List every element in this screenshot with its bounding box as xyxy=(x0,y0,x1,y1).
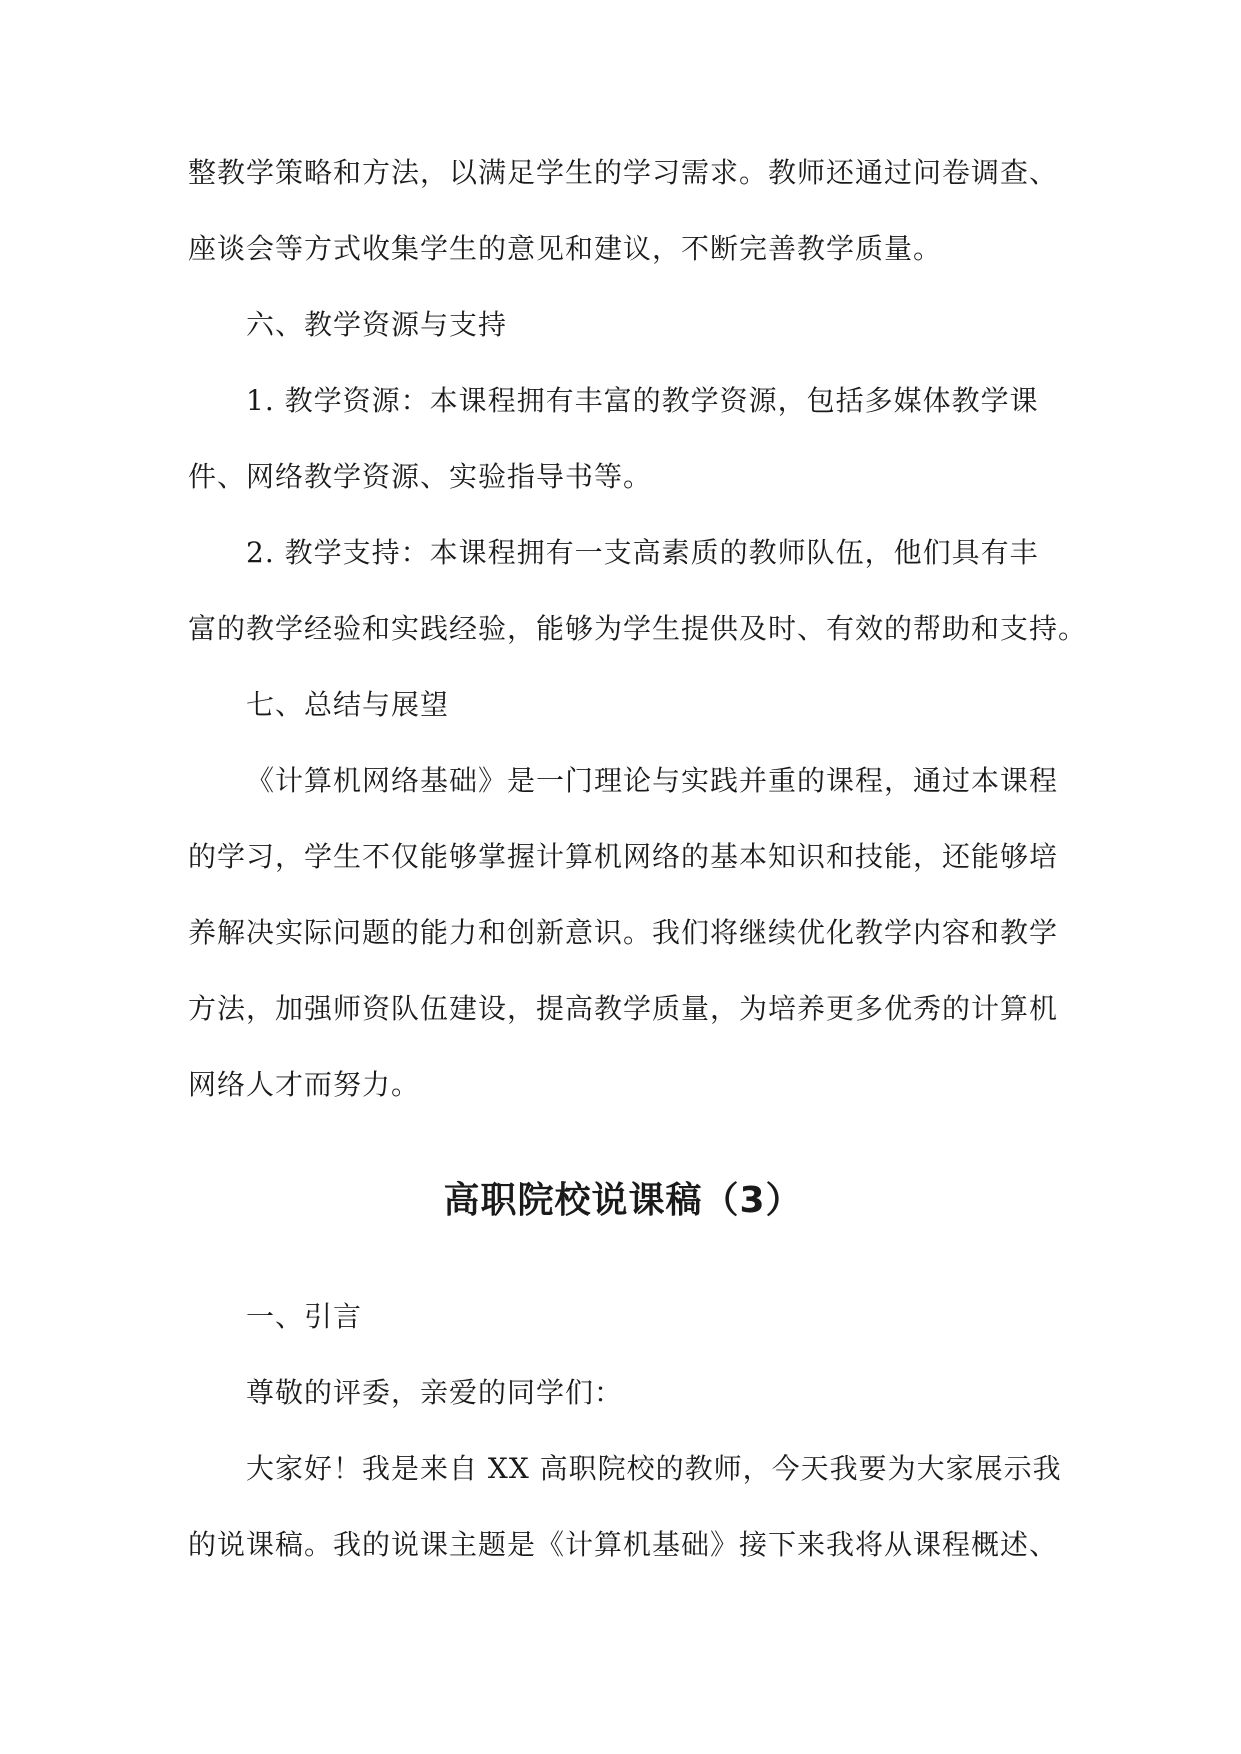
text-line: 网络人才而努力。 xyxy=(188,1068,421,1101)
text-line: 七、总结与展望 xyxy=(246,688,450,721)
text-line: 六、教学资源与支持 xyxy=(246,308,508,341)
text-line: 1. 教学资源：本课程拥有丰富的教学资源，包括多媒体教学课 xyxy=(246,384,1039,417)
text-line: 2. 教学支持：本课程拥有一支高素质的教师队伍，他们具有丰 xyxy=(246,536,1039,569)
text-line: 件、网络教学资源、实验指导书等。 xyxy=(188,460,653,493)
text-line: 养解决实际问题的能力和创新意识。我们将继续优化教学内容和教学 xyxy=(188,916,1059,949)
section-title: 高职院校说课稿（3） xyxy=(443,1180,803,1221)
text-line: 方法，加强师资队伍建设，提高教学质量，为培养更多优秀的计算机 xyxy=(188,992,1059,1025)
text-line: 一、引言 xyxy=(246,1300,363,1333)
text-line: 的学习，学生不仅能够掌握计算机网络的基本知识和技能，还能够培 xyxy=(188,840,1059,873)
text-line: 《计算机网络基础》是一门理论与实践并重的课程，通过本课程 xyxy=(246,764,1059,797)
document-body xyxy=(188,135,1088,1583)
text-line: 整教学策略和方法，以满足学生的学习需求。教师还通过问卷调查、 xyxy=(188,156,1059,189)
paragraphs-bottom xyxy=(188,1279,1062,1583)
text-line: 大家好！我是来自 XX 高职院校的教师，今天我要为大家展示我 xyxy=(246,1452,1062,1485)
text-line: 的说课稿。我的说课主题是《计算机基础》接下来我将从课程概述、 xyxy=(188,1528,1059,1561)
text-line: 座谈会等方式收集学生的意见和建议，不断完善教学质量。 xyxy=(188,232,943,265)
paragraphs-top xyxy=(188,135,1088,1123)
text-line: 尊敬的评委，亲爱的同学们： xyxy=(246,1376,624,1409)
text-line: 富的教学经验和实践经验，能够为学生提供及时、有效的帮助和支持。 xyxy=(188,612,1088,645)
